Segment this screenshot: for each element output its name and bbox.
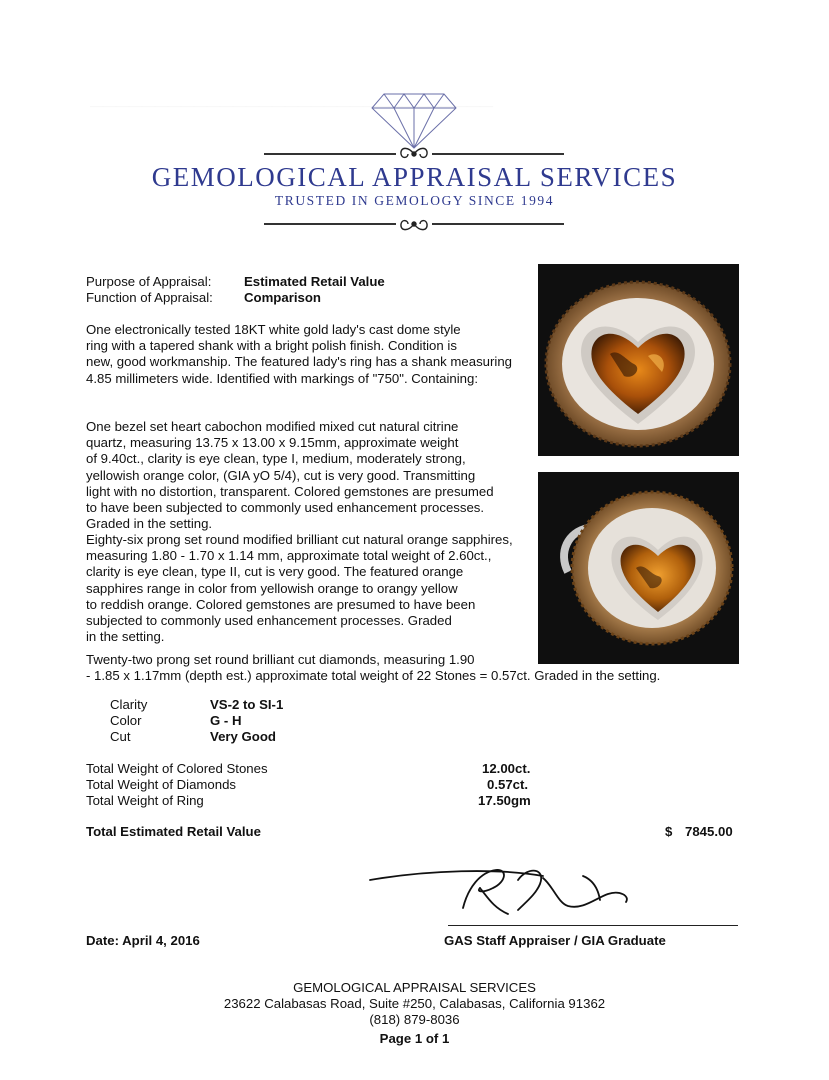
citrine-line: to have been subjected to commonly used enhancement processes.	[86, 500, 485, 516]
diamond-logo-icon	[370, 92, 458, 150]
sapphire-line: Eighty-six prong set round modified brilliant cut natural orange sapphires,	[86, 532, 513, 547]
total-diamonds-label: Total Weight of Diamonds	[86, 777, 237, 792]
cut-label: Cut	[110, 729, 131, 744]
diamond-line: - 1.85 x 1.17mm (depth est.) approximate total weight of 22 Stones = 0.57ct. Graded in the setting.	[86, 668, 661, 684]
purpose-value: Estimated Retail Value	[244, 274, 385, 289]
diamond-line: Twenty-two prong set round brilliant cut diamonds, measuring 1.90	[86, 652, 475, 667]
total-ring-label: Total Weight of Ring	[86, 793, 204, 808]
sapphire-description	[86, 532, 531, 645]
sapphire-line: subjected to commonly used enhancement processes. Graded	[86, 613, 452, 629]
citrine-description	[86, 419, 531, 532]
footer-address: 23622 Calabasas Road, Suite #250, Calabasas, California 91362	[223, 996, 606, 1011]
description-line: One electronically tested 18KT white gold lady's cast dome style	[86, 322, 461, 337]
sapphire-line: sapphires range in color from yellowish orange to orangy yellow	[86, 580, 458, 596]
description-line: ring with a tapered shank with a bright polish finish. Condition is	[86, 338, 457, 354]
total-ring-value: 17.50gm	[478, 793, 531, 808]
sapphire-line: in the setting.	[86, 629, 165, 645]
signature-line	[448, 925, 738, 926]
currency-symbol: $	[665, 824, 673, 839]
page-number: Page 1 of 1	[379, 1031, 450, 1046]
retail-value-amount: 7845.00	[685, 824, 733, 839]
citrine-line: One bezel set heart cabochon modified mixed cut natural citrine	[86, 419, 459, 434]
signature-icon	[368, 858, 678, 928]
total-colored-value: 12.00ct.	[482, 761, 531, 776]
citrine-line: light with no distortion, transparent. Colored gemstones are presumed	[86, 483, 494, 499]
citrine-line: of 9.40ct., clarity is eye clean, type I, medium, moderately strong,	[86, 451, 466, 467]
citrine-line: Graded in the setting.	[86, 516, 213, 532]
purpose-label: Purpose of Appraisal:	[86, 274, 212, 289]
appraisal-date: Date: April 4, 2016	[86, 933, 200, 948]
company-name: GEMOLOGICAL APPRAISAL SERVICES	[151, 162, 678, 192]
citrine-line: yellowish orange color, (GIA yO 5/4), cut is very good. Transmitting	[86, 467, 476, 483]
color-value: G - H	[210, 713, 242, 728]
retail-value-label: Total Estimated Retail Value	[86, 824, 261, 839]
ring-photo-angle	[538, 472, 739, 664]
tagline: TRUSTED IN GEMOLOGY SINCE 1994	[274, 193, 555, 208]
clarity-value: VS-2 to SI-1	[210, 697, 284, 712]
appraiser-title: GAS Staff Appraiser / GIA Graduate	[444, 933, 666, 948]
clarity-label: Clarity	[110, 697, 148, 712]
footer-company: GEMOLOGICAL APPRAISAL SERVICES	[293, 980, 536, 995]
footer-phone: (818) 879-8036	[369, 1012, 460, 1027]
ornament-bottom	[264, 213, 564, 235]
cut-value: Very Good	[210, 729, 276, 744]
total-diamonds-value: 0.57ct.	[487, 777, 529, 792]
sapphire-line: clarity is eye clean, type II, cut is very good. The featured orange	[86, 564, 464, 580]
color-label: Color	[110, 713, 142, 728]
total-colored-label: Total Weight of Colored Stones	[86, 761, 268, 776]
ring-description	[86, 322, 531, 387]
function-label: Function of Appraisal:	[86, 290, 213, 305]
citrine-line: quartz, measuring 13.75 x 13.00 x 9.15mm, approximate weight	[86, 435, 459, 451]
ornament-scroll-icon	[396, 213, 432, 235]
ring-photo-top	[538, 264, 739, 456]
function-value: Comparison	[244, 290, 321, 305]
sapphire-line: measuring 1.80 - 1.70 x 1.14 mm, approximate total weight of 2.60ct.,	[86, 548, 492, 564]
description-line: 4.85 millimeters wide. Identified with markings of "750". Containing:	[86, 370, 478, 386]
description-line: new, good workmanship. The featured lady's ring has a shank measuring	[86, 354, 512, 370]
sapphire-line: to reddish orange. Colored gemstones are presumed to have been	[86, 596, 476, 612]
reverse-side-bleed: ———————————————————————————————	[90, 98, 493, 113]
